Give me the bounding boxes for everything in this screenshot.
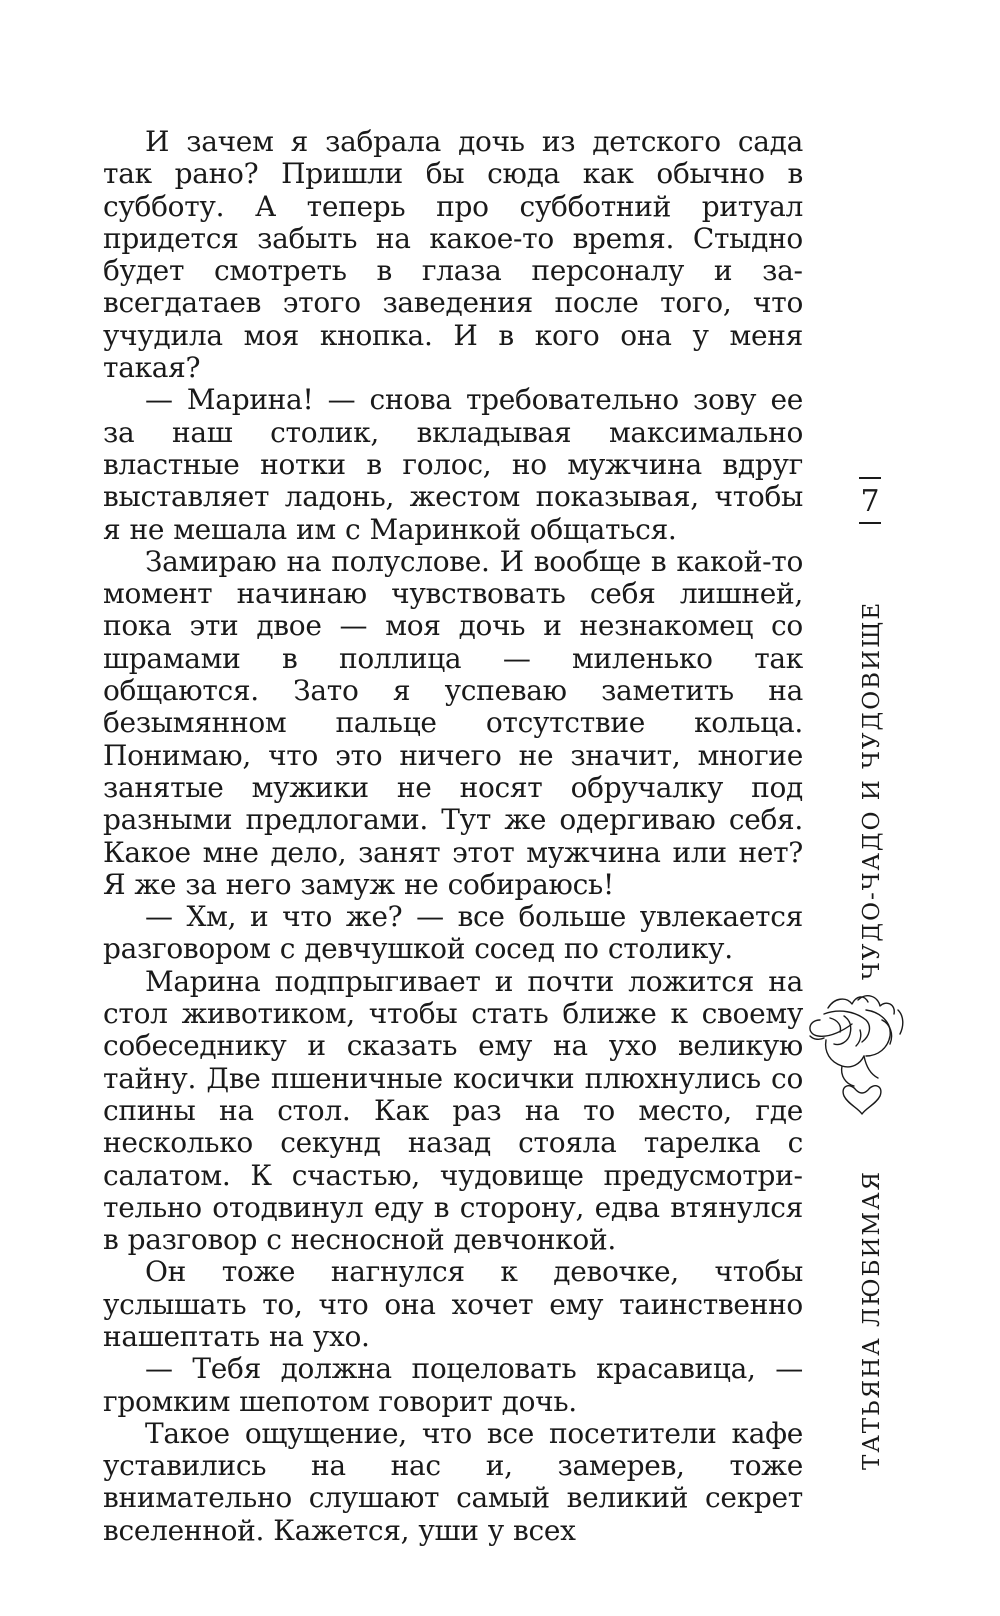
running-book-title: ЧУДО-ЧАДО И ЧУДОВИЩЕ <box>859 600 885 980</box>
page-number-bottom-rule <box>859 522 881 524</box>
paragraph-7: — Тебя должна поцеловать красавица, — громким шепотом говорит дочь. <box>103 1352 803 1418</box>
body-text <box>103 126 803 1547</box>
paragraph-6: Он тоже нагнулся к девочке, чтобы услышать то, что она хочет ему таинственно нашептать на ухо. <box>103 1255 803 1353</box>
paragraph-3: Замираю на полуслове. И вообще в какой-то момент начинаю чувствовать себя лишней, пока эти двое — моя дочь и незнакомец со шрамами в поллица — миленько так общаются. Зато я успеваю заметить на безымянном пальце отсутствие кольца. Понимаю, что это ничего не значит, многие занятые мужики не носят обручалку под разными предлогами. Тут же одергиваю себя. Какое мне дело, занят этот мужчина или нет? Я же за него замуж не собираюсь! <box>103 544 803 901</box>
page-number <box>848 484 892 519</box>
paragraph-5: Марина подпрыгивает и почти ложится на стол животиком, чтобы стать ближе к своему собеседнику и сказать ему на ухо великую тайну. Две пшеничные косички плюхнулись со спины на стол. Как раз на то место, где несколько секунд назад стояла тарелка с салатом. К счастью, чудовище предусмотрительно отодвинул еду в сторону, едва втянулся в разговор с несносной девчонкой. <box>103 964 803 1257</box>
line-art-couple-with-heart-icon <box>800 990 920 1122</box>
running-author-name: ТАТЬЯНА ЛЮБИМАЯ <box>859 1169 885 1470</box>
running-sidebar <box>840 0 900 1616</box>
paragraph-4: — Хм, и что же? — все больше увлекается разговором с девчушкой сосед по столику. <box>103 900 803 966</box>
paragraph-1: И зачем я забрала дочь из детского сада так рано? Пришли бы сюда как обычно в субботу. А теперь про субботний ритуал придется забыть на какое-то вреmя. Стыдно будет смотреть в глаза персоналу и завсегдатаев этого заведения после того, что учудила моя кнопка. И в кого она у меня такая? <box>103 125 803 385</box>
paragraph-2: — Марина! — снова требовательно зову ее за наш столик, вкладывая максимально властные нотки в голос, но мужчина вдруг выставляет ладонь, жестом показывая, чтобы я не мешала им с Маринкой общаться. <box>103 383 803 546</box>
page-number-top-rule <box>859 477 881 479</box>
page-number-value: 7 <box>860 484 880 519</box>
paragraph-8: Такое ощущение, что все посетители кафе уставились на нас и, замерев, тоже внимательно слушают самый великий секрет вселенной. Кажется, уши у всех <box>103 1416 803 1547</box>
